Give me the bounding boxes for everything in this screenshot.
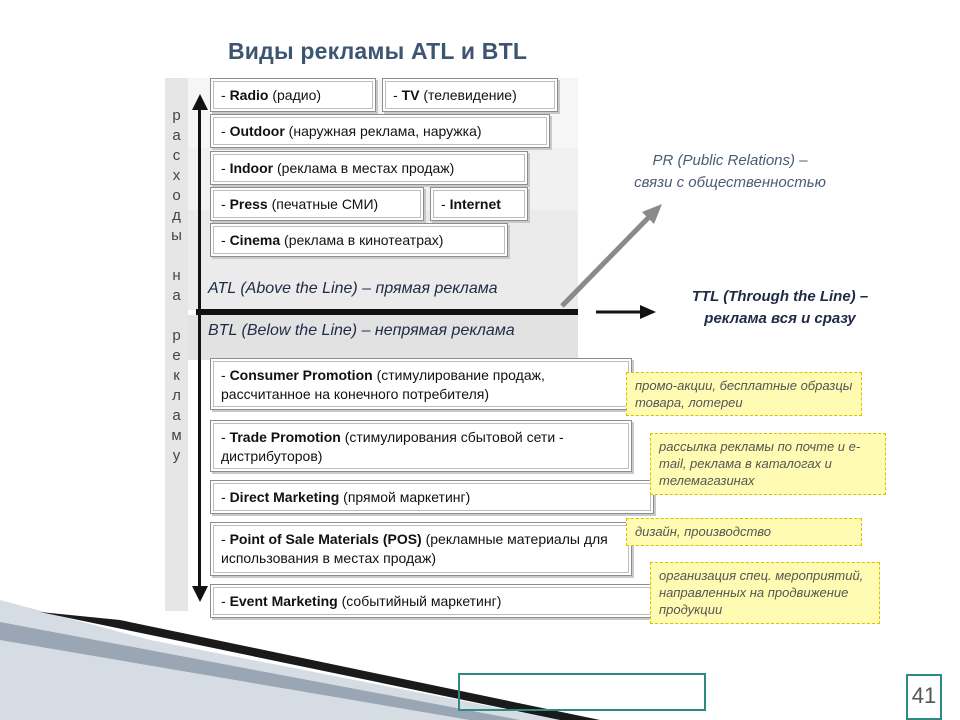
btl-box-consumer-promotion: - Consumer Promotion (стимулирование продаж, рассчитанное на конечного потребителя) bbox=[210, 358, 632, 410]
btl-box-trade-promotion: - Trade Promotion (стимулирования сбытовой сети - дистрибуторов) bbox=[210, 420, 632, 472]
box-title: Outdoor bbox=[229, 123, 285, 139]
box-title: Trade Promotion bbox=[229, 429, 341, 445]
footer-placeholder-box bbox=[458, 673, 706, 711]
axis-char: ы bbox=[171, 227, 182, 244]
axis-char: р bbox=[172, 327, 181, 344]
box-title: Point of Sale Materials (POS) bbox=[229, 531, 422, 547]
atl-box-indoor: - Indoor (реклама в местах продаж) bbox=[210, 151, 528, 185]
atl-box-outdoor: - Outdoor (наружная реклама, наружка) bbox=[210, 114, 550, 148]
axis-char: н bbox=[172, 267, 181, 284]
axis-char: у bbox=[172, 447, 181, 464]
axis-char: с bbox=[172, 147, 181, 164]
btl-box-pos-materials: - Point of Sale Materials (POS) (рекламные материалы для использования в местах продаж) bbox=[210, 522, 632, 576]
pr-arrow-line bbox=[562, 214, 652, 306]
box-desc: (событийный маркетинг) bbox=[341, 593, 502, 609]
box-desc: (реклама в местах продаж) bbox=[277, 160, 455, 176]
box-title: Indoor bbox=[229, 160, 274, 176]
box-title: Event Marketing bbox=[229, 593, 338, 609]
btl-box-direct-marketing: - Direct Marketing (прямой маркетинг) bbox=[210, 480, 654, 514]
atl-label: ATL (Above the Line) – прямая реклама bbox=[208, 280, 498, 297]
ttl-label-line2: реклама вся и сразу bbox=[704, 310, 856, 327]
btl-box-event-marketing: - Event Marketing (событийный маркетинг) bbox=[210, 584, 654, 618]
box-title: Radio bbox=[229, 87, 269, 103]
box-desc: (стимулирование продаж, рассчитанное на конечного потребителя) bbox=[221, 367, 545, 402]
box-desc: (наружная реклама, наружка) bbox=[288, 123, 482, 139]
box-title: Consumer Promotion bbox=[229, 367, 373, 383]
box-desc: (прямой маркетинг) bbox=[343, 489, 471, 505]
atl-box-tv: - TV (телевидение) bbox=[382, 78, 558, 112]
axis-char: д bbox=[172, 207, 181, 224]
box-desc: (печатные СМИ) bbox=[271, 196, 379, 212]
page-number: 41 bbox=[906, 674, 942, 720]
box-title: Direct Marketing bbox=[229, 489, 340, 505]
pr-label-line2: связи с общественностью bbox=[634, 174, 826, 191]
axis-char: к bbox=[173, 367, 180, 384]
axis-char: л bbox=[172, 387, 181, 404]
box-desc: (радио) bbox=[272, 87, 322, 103]
atl-box-internet: - Internet bbox=[430, 187, 528, 221]
box-desc: (телевидение) bbox=[423, 87, 517, 103]
box-title: Cinema bbox=[229, 232, 281, 248]
btl-label: BTL (Below the Line) – непрямая реклама bbox=[208, 322, 515, 339]
pr-label bbox=[600, 150, 860, 194]
axis-char: е bbox=[172, 347, 181, 364]
axis-char: х bbox=[172, 167, 181, 184]
axis-char: а bbox=[172, 287, 181, 304]
note-consumer-promotion: промо-акции, бесплатные образцы товара, лотереи bbox=[626, 372, 862, 416]
note-event-marketing: организация спец. мероприятий, направленных на продвижение продукции bbox=[650, 562, 880, 624]
box-desc: (стимулирования сбытовой сети - дистрибуторов) bbox=[221, 429, 564, 464]
pr-label-line1: PR (Public Relations) – bbox=[652, 152, 808, 169]
atl-box-cinema: - Cinema (реклама в кинотеатрах) bbox=[210, 223, 508, 257]
box-title: TV bbox=[401, 87, 420, 103]
axis-char: а bbox=[172, 127, 181, 144]
axis-char: р bbox=[172, 107, 181, 124]
box-desc: (реклама в кинотеатрах) bbox=[284, 232, 444, 248]
note-direct-marketing: рассылка рекламы по почте и e-mail, реклама в каталогах и телемагазинах bbox=[650, 433, 886, 495]
axis-char: а bbox=[172, 407, 181, 424]
atl-box-press: - Press (печатные СМИ) bbox=[210, 187, 424, 221]
axis-char: м bbox=[171, 427, 182, 444]
ttl-label bbox=[660, 286, 900, 330]
box-desc: (рекламные материалы для использования в местах продаж) bbox=[221, 531, 608, 566]
note-pos-materials: дизайн, производство bbox=[626, 518, 862, 546]
ttl-arrow-head-icon bbox=[640, 305, 656, 319]
ttl-label-line1: TTL (Through the Line) – bbox=[691, 288, 869, 305]
box-title: Internet bbox=[449, 196, 501, 212]
box-title: Press bbox=[229, 196, 268, 212]
atl-box-radio: - Radio (радио) bbox=[210, 78, 376, 112]
axis-char: о bbox=[172, 187, 181, 204]
page-title: Виды рекламы ATL и BTL bbox=[228, 38, 528, 64]
